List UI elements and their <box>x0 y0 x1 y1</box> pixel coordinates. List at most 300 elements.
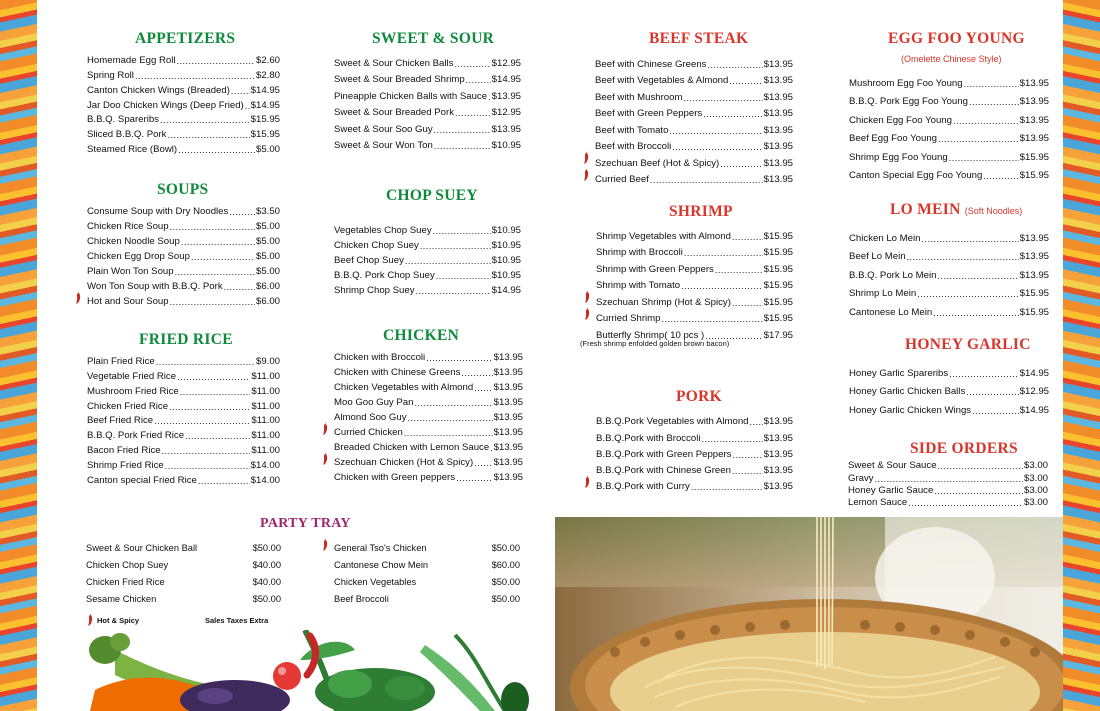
menu-item <box>334 52 521 69</box>
menu-item-name: B.B.Q. Pork Egg Foo Young <box>849 96 968 107</box>
menu-item <box>596 308 793 325</box>
menu-item-price: $12.95 <box>1019 386 1049 397</box>
soups-list <box>87 202 280 307</box>
dot-leader <box>488 92 491 102</box>
beef-steak-list <box>595 53 793 185</box>
dot-leader <box>949 369 1018 379</box>
menu-item-name: Shrimp with Green Peppers <box>596 263 714 275</box>
menu-item-price: $10.95 <box>491 140 521 151</box>
dot-leader <box>720 159 762 169</box>
section-title-egg-foo-young: EGG FOO YOUNG <box>888 30 1025 47</box>
menu-item-name: Almond Soo Guy <box>334 412 407 423</box>
menu-item <box>596 291 793 308</box>
party-tray-item-name: Cantonese Chow Mein <box>334 559 429 570</box>
dot-leader <box>177 372 250 382</box>
menu-item-name: Hot and Sour Soup <box>87 296 169 307</box>
chili-pepper-icon <box>322 452 328 466</box>
menu-item-name: Beef Egg Foo Young <box>849 133 938 144</box>
menu-item-name: Honey Garlic Sauce <box>848 484 934 496</box>
menu-item-price: $3.00 <box>1023 460 1048 472</box>
party-tray-item <box>86 590 281 607</box>
dot-leader <box>474 458 492 468</box>
menu-item-name: Plain Won Ton Soup <box>87 266 174 277</box>
menu-item-name: Chicken Egg Drop Soup <box>87 251 190 262</box>
menu-item-price: $14.95 <box>250 99 280 111</box>
menu-item-name: Shrimp Fried Rice <box>87 460 164 472</box>
menu-item-name: Beef with Broccoli <box>595 141 672 152</box>
menu-item-price: $13.95 <box>493 472 523 483</box>
spicy-legend-label: Hot & Spicy <box>97 616 140 625</box>
menu-item-name: Curried Shrimp <box>596 313 661 324</box>
menu-item-name: B.B.Q. Pork Chop Suey <box>334 270 435 281</box>
party-tray-item <box>86 539 281 556</box>
menu-item-price: $12.95 <box>491 57 521 69</box>
chili-pepper-icon <box>583 168 589 182</box>
dot-leader <box>715 265 763 275</box>
menu-item-price: $13.95 <box>493 412 523 423</box>
dot-leader <box>938 461 1023 471</box>
menu-item-price: $15.95 <box>763 230 793 242</box>
party-tray-item-price: $40.00 <box>252 559 281 570</box>
menu-item <box>849 262 1049 281</box>
menu-item-price: $13.95 <box>763 58 793 70</box>
section-title-soups: SOUPS <box>157 181 209 198</box>
menu-item <box>334 393 523 408</box>
menu-item <box>596 225 793 242</box>
dot-leader <box>231 86 250 96</box>
party-tray-item-name: General Tso's Chicken <box>334 542 427 553</box>
dot-leader <box>434 141 491 151</box>
dot-leader <box>972 406 1019 416</box>
menu-item <box>596 460 793 476</box>
dot-leader <box>245 101 250 111</box>
menu-item <box>334 438 523 453</box>
menu-item-price: $3.50 <box>255 206 280 217</box>
party-tray-item-name: Chicken Chop Suey <box>86 559 169 570</box>
menu-item <box>848 471 1048 483</box>
menu-item <box>596 242 793 259</box>
dot-leader <box>181 237 255 247</box>
menu-item <box>849 70 1049 89</box>
menu-item <box>334 266 521 281</box>
menu-item <box>87 247 280 262</box>
menu-item-name: Shrimp with Tomato <box>596 280 681 291</box>
sweet-sour-list <box>334 52 521 151</box>
dot-leader <box>434 125 491 135</box>
appetizers-list <box>87 51 280 155</box>
menu-item-price: $10.95 <box>491 225 521 236</box>
menu-item <box>849 397 1049 416</box>
menu-item-name: Shrimp with Broccoli <box>596 247 683 258</box>
chop-suey-list <box>334 221 521 296</box>
menu-item <box>87 66 280 81</box>
menu-item <box>848 459 1048 471</box>
section-title-lo-mein <box>890 201 1022 219</box>
menu-item <box>596 275 793 292</box>
menu-item-price: $13.95 <box>763 174 793 185</box>
menu-item <box>596 427 793 443</box>
menu-item-name: Curried Beef <box>595 174 649 185</box>
menu-item <box>849 126 1049 145</box>
dot-leader <box>156 357 255 367</box>
lo-mein-list <box>849 225 1049 318</box>
menu-item-price: $13.95 <box>763 91 793 103</box>
menu-item-name: Chicken Rice Soup <box>87 221 169 232</box>
menu-item <box>596 444 793 460</box>
dot-leader <box>729 76 762 86</box>
menu-item-price: $9.00 <box>255 355 280 367</box>
menu-item-name: Szechuan Beef (Hot & Spicy) <box>595 157 720 169</box>
menu-item-name: B.B.Q. Pork Fried Rice <box>87 430 185 442</box>
chili-pepper-icon <box>584 307 590 321</box>
dot-leader <box>750 417 763 427</box>
dot-leader <box>949 153 1019 163</box>
menu-item-name: Chicken Noodle Soup <box>87 236 180 247</box>
menu-item <box>87 81 280 96</box>
lo-mein-title-text: LO MEIN <box>890 201 961 218</box>
menu-item-name: Breaded Chicken with Lemon Sauce <box>334 442 490 453</box>
dot-leader <box>683 93 762 103</box>
menu-item <box>334 102 521 119</box>
chili-pepper-icon <box>583 151 589 165</box>
menu-item-name: Mushroom Fried Rice <box>87 385 179 397</box>
dot-leader <box>162 446 251 456</box>
menu-item-name: Mushroom Egg Foo Young <box>849 77 963 89</box>
dot-leader <box>732 232 763 242</box>
dot-leader <box>702 434 763 444</box>
dot-leader <box>921 234 1018 244</box>
dot-leader <box>167 130 249 140</box>
menu-item <box>87 352 280 367</box>
menu-item-name: Chicken Chop Suey <box>334 240 419 251</box>
party-tray-item-price: $50.00 <box>252 593 281 604</box>
menu-item-name: Vegetables Chop Suey <box>334 225 432 236</box>
menu-item <box>87 111 280 126</box>
menu-item-name: Chicken with Chinese Greens <box>334 367 461 378</box>
party-tray-item-price: $40.00 <box>252 576 281 587</box>
menu-item <box>87 262 280 277</box>
dot-leader <box>455 108 491 118</box>
menu-item <box>334 378 523 393</box>
dot-leader <box>185 431 250 441</box>
dot-leader <box>969 97 1019 107</box>
menu-item-price: $15.95 <box>763 263 793 275</box>
noodle-basket-photo <box>555 517 1063 711</box>
menu-item-name: B.B.Q.Pork with Curry <box>596 481 690 493</box>
menu-item-name: Chicken Vegetables with Almond <box>334 382 474 393</box>
menu-item-price: $14.95 <box>491 74 521 85</box>
party-tray-item-name: Sweet & Sour Chicken Ball <box>86 542 198 553</box>
menu-item-name: Sweet & Sour Soo Guy <box>334 123 433 135</box>
menu-item-price: $13.95 <box>763 416 793 428</box>
side-orders-list <box>848 459 1048 508</box>
menu-item-price: $15.95 <box>763 296 793 308</box>
menu-item <box>87 232 280 247</box>
menu-item-price: $13.95 <box>493 397 523 408</box>
menu-item-name: Spring Roll <box>87 69 134 81</box>
menu-item-name: Shrimp Vegetables with Almond <box>596 230 731 242</box>
section-title-sweet-sour: SWEET & SOUR <box>372 30 495 47</box>
menu-item-price: $13.95 <box>763 75 793 86</box>
menu-item <box>595 86 793 103</box>
party-tray-item <box>334 539 520 556</box>
shrimp-note: (Fresh shrimp enfolded golden brown bacon) <box>580 339 730 348</box>
menu-item-price: $3.00 <box>1023 484 1048 496</box>
dot-leader <box>672 142 762 152</box>
menu-item-price: $6.00 <box>255 296 280 307</box>
chili-pepper-icon <box>584 290 590 304</box>
party-tray-item-name: Sesame Chicken <box>86 593 157 604</box>
menu-item-price: $14.00 <box>250 475 280 487</box>
menu-item-price: $13.95 <box>763 108 793 119</box>
menu-item-price: $14.00 <box>250 460 280 472</box>
menu-item <box>595 169 793 186</box>
menu-item-price: $12.95 <box>491 107 521 118</box>
menu-item-name: Canton Special Egg Foo Young <box>849 170 983 181</box>
honey-garlic-list <box>849 360 1049 416</box>
dot-leader <box>933 308 1018 318</box>
menu-item <box>849 163 1049 182</box>
menu-item-price: $13.95 <box>1019 114 1049 126</box>
menu-item-name: Homemade Egg Roll <box>87 54 176 66</box>
menu-item-name: Beef Fried Rice <box>87 415 154 427</box>
tax-note: Sales Taxes Extra <box>205 616 269 625</box>
party-tray-item <box>86 573 281 590</box>
menu-item-price: $5.00 <box>255 251 280 262</box>
menu-item-price: $15.95 <box>763 247 793 258</box>
menu-item-price: $11.00 <box>251 370 280 382</box>
menu-item-name: Sweet & Sour Sauce <box>848 460 937 472</box>
dot-leader <box>175 267 255 277</box>
menu-item-price: $15.95 <box>250 114 280 126</box>
party-tray-item <box>86 556 281 573</box>
menu-item-price: $2.80 <box>255 69 280 81</box>
dot-leader <box>732 466 763 476</box>
chili-pepper-icon <box>584 475 590 489</box>
menu-item-name: Beef with Green Peppers <box>595 108 703 119</box>
section-title-pork: PORK <box>676 388 722 405</box>
menu-item-name: Sweet & Sour Breaded Pork <box>334 107 454 118</box>
menu-item-price: $3.00 <box>1023 472 1048 484</box>
menu-item-name: Pineapple Chicken Balls with Sauce <box>334 90 488 102</box>
dot-leader <box>691 482 763 492</box>
menu-item-name: Beef with Chinese Greens <box>595 58 707 70</box>
menu-item-name: Steamed Rice (Bowl) <box>87 144 178 156</box>
dot-leader <box>934 486 1023 496</box>
menu-item-name: B.B.Q.Pork Vegetables with Almond <box>596 416 749 428</box>
dot-leader <box>224 282 255 292</box>
menu-item-price: $13.95 <box>493 427 523 438</box>
dot-leader <box>703 109 762 119</box>
dot-leader <box>426 353 492 363</box>
menu-item <box>334 236 521 251</box>
menu-item-name: Curried Chicken <box>334 427 403 438</box>
menu-item <box>334 85 521 102</box>
dot-leader <box>191 252 255 262</box>
menu-item-price: $10.95 <box>491 255 521 266</box>
dot-leader <box>404 428 493 438</box>
dot-leader <box>908 498 1023 508</box>
menu-item-name: Chicken Lo Mein <box>849 232 921 244</box>
dot-leader <box>454 59 490 69</box>
dot-leader <box>135 71 255 81</box>
menu-item-price: $11.00 <box>251 385 280 397</box>
menu-item <box>848 484 1048 496</box>
menu-item-price: $13.95 <box>763 481 793 493</box>
menu-item <box>849 89 1049 108</box>
menu-item-price: $13.95 <box>763 124 793 136</box>
menu-item-price: $11.00 <box>251 400 280 412</box>
menu-item-name: Canton special Fried Rice <box>87 475 197 487</box>
dot-leader <box>474 383 492 393</box>
egg-foo-young-list <box>849 70 1049 181</box>
menu-item-price: $6.00 <box>255 281 280 292</box>
menu-item-price: $11.00 <box>251 415 280 427</box>
menu-item-price: $11.00 <box>251 445 280 457</box>
dot-leader <box>433 226 491 236</box>
menu-item <box>87 367 280 382</box>
menu-item-price: $14.95 <box>250 84 280 96</box>
menu-item <box>87 397 280 412</box>
menu-item-name: Gravy <box>848 472 874 484</box>
dot-leader <box>414 398 492 408</box>
menu-item-price: $5.00 <box>255 266 280 277</box>
menu-item-name: Honey Garlic Chicken Wings <box>849 404 972 416</box>
menu-item-price: $15.95 <box>1019 151 1049 163</box>
dot-leader <box>732 298 763 308</box>
menu-item <box>595 136 793 153</box>
menu-item <box>87 51 280 66</box>
menu-item-price: $13.95 <box>1019 77 1049 89</box>
menu-item-name: Beef Chop Suey <box>334 255 404 266</box>
decorative-border-right <box>1063 0 1100 711</box>
menu-item-name: Won Ton Soup with B.B.Q. Pork <box>87 281 223 292</box>
menu-item <box>849 360 1049 379</box>
menu-item <box>849 244 1049 263</box>
menu-item-name: Szechuan Chicken (Hot & Spicy) <box>334 457 474 468</box>
menu-item <box>87 382 280 397</box>
menu-item-price: $15.95 <box>763 313 793 324</box>
menu-item <box>87 140 280 155</box>
section-title-chop-suey: CHOP SUEY <box>386 187 478 204</box>
menu-item-name: Beef with Mushroom <box>595 91 683 103</box>
menu-item-name: Jar Doo Chicken Wings (Deep Fried) <box>87 99 244 111</box>
dot-leader <box>165 461 250 471</box>
menu-item-name: Chicken with Broccoli <box>334 352 426 363</box>
menu-item-name: Moo Goo Guy Pan <box>334 397 414 408</box>
chili-pepper-icon <box>87 613 93 628</box>
menu-item-name: Shrimp Lo Mein <box>849 288 917 299</box>
menu-item-name: Chicken with Green peppers <box>334 472 456 483</box>
menu-item <box>596 258 793 275</box>
menu-item <box>595 103 793 120</box>
menu-item-name: B.B.Q. Spareribs <box>87 114 159 126</box>
menu-item <box>849 379 1049 398</box>
menu-item <box>87 277 280 292</box>
menu-item-price: $15.95 <box>1019 288 1049 299</box>
party-tray-item-name: Chicken Fried Rice <box>86 576 165 587</box>
menu-item <box>87 412 280 427</box>
menu-item-price: $14.95 <box>1019 404 1049 416</box>
lo-mein-subtitle: (Soft Noodles) <box>964 206 1023 216</box>
dot-leader <box>178 145 255 155</box>
chili-pepper-icon <box>322 422 328 436</box>
spicy-legend <box>97 616 139 625</box>
menu-item-price: $15.95 <box>250 129 280 141</box>
section-title-side-orders: SIDE ORDERS <box>910 440 1018 457</box>
menu-item <box>849 107 1049 126</box>
dot-leader <box>662 314 763 324</box>
menu-item-name: Szechuan Shrimp (Hot & Spicy) <box>596 296 731 308</box>
section-title-honey-garlic: HONEY GARLIC <box>905 336 1031 353</box>
section-title-chicken: CHICKEN <box>383 327 460 344</box>
dot-leader <box>681 281 763 291</box>
dot-leader <box>229 207 255 217</box>
menu-item-price: $13.95 <box>493 367 523 378</box>
party-tray-item-price: $50.00 <box>491 542 520 553</box>
menu-item-price: $3.00 <box>1023 497 1048 509</box>
menu-item <box>87 202 280 217</box>
menu-item-price: $5.00 <box>255 236 280 247</box>
menu-item-name: Vegetable Fried Rice <box>87 370 177 382</box>
menu-item-name: B.B.Q. Pork Lo Mein <box>849 269 937 281</box>
menu-item <box>87 96 280 111</box>
menu-item-price: $13.95 <box>491 123 521 135</box>
dot-leader <box>964 79 1019 89</box>
dot-leader <box>953 116 1019 126</box>
dot-leader <box>170 222 255 232</box>
party-tray-item-name: Beef Broccoli <box>334 593 389 604</box>
dot-leader <box>180 387 251 397</box>
dot-leader <box>669 126 762 136</box>
menu-item-price: $10.95 <box>491 270 521 281</box>
section-title-party-tray: PARTY TRAY <box>260 516 351 531</box>
menu-item <box>334 135 521 152</box>
party-tray-item-name: Chicken Vegetables <box>334 576 417 587</box>
menu-item-name: Honey Garlic Chicken Balls <box>849 386 966 397</box>
menu-item-name: Cantonese Lo Mein <box>849 306 933 318</box>
section-title-shrimp: SHRIMP <box>669 203 733 220</box>
menu-item <box>87 426 280 441</box>
menu-item-name: Sliced B.B.Q. Pork <box>87 129 167 141</box>
menu-item <box>596 411 793 427</box>
menu-item-price: $17.95 <box>763 329 793 341</box>
menu-item <box>334 408 523 423</box>
dot-leader <box>408 413 493 423</box>
menu-item-price: $13.95 <box>1019 269 1049 281</box>
menu-item <box>849 144 1049 163</box>
dot-leader <box>966 387 1018 397</box>
menu-item-name: Lemon Sauce <box>848 497 908 509</box>
chili-pepper-icon <box>322 538 328 552</box>
dot-leader <box>684 248 763 258</box>
menu-item-price: $13.95 <box>1019 96 1049 107</box>
section-title-beef-steak: BEEF STEAK <box>649 30 749 47</box>
section-title-appetizers: APPETIZERS <box>135 30 236 47</box>
menu-item-price: $13.95 <box>493 352 523 363</box>
menu-item-price: $13.95 <box>493 382 523 393</box>
egg-foo-young-subtitle: (Omelette Chinese Style) <box>901 54 1002 64</box>
dot-leader <box>154 416 250 426</box>
menu-item-price: $11.00 <box>251 430 280 442</box>
shrimp-list <box>596 225 793 341</box>
menu-item <box>595 70 793 87</box>
menu-item-name: Canton Chicken Wings (Breaded) <box>87 84 230 96</box>
menu-item <box>849 281 1049 300</box>
party-tray-item-price: $50.00 <box>491 593 520 604</box>
dot-leader <box>170 297 255 307</box>
menu-item-price: $15.95 <box>1019 306 1049 318</box>
